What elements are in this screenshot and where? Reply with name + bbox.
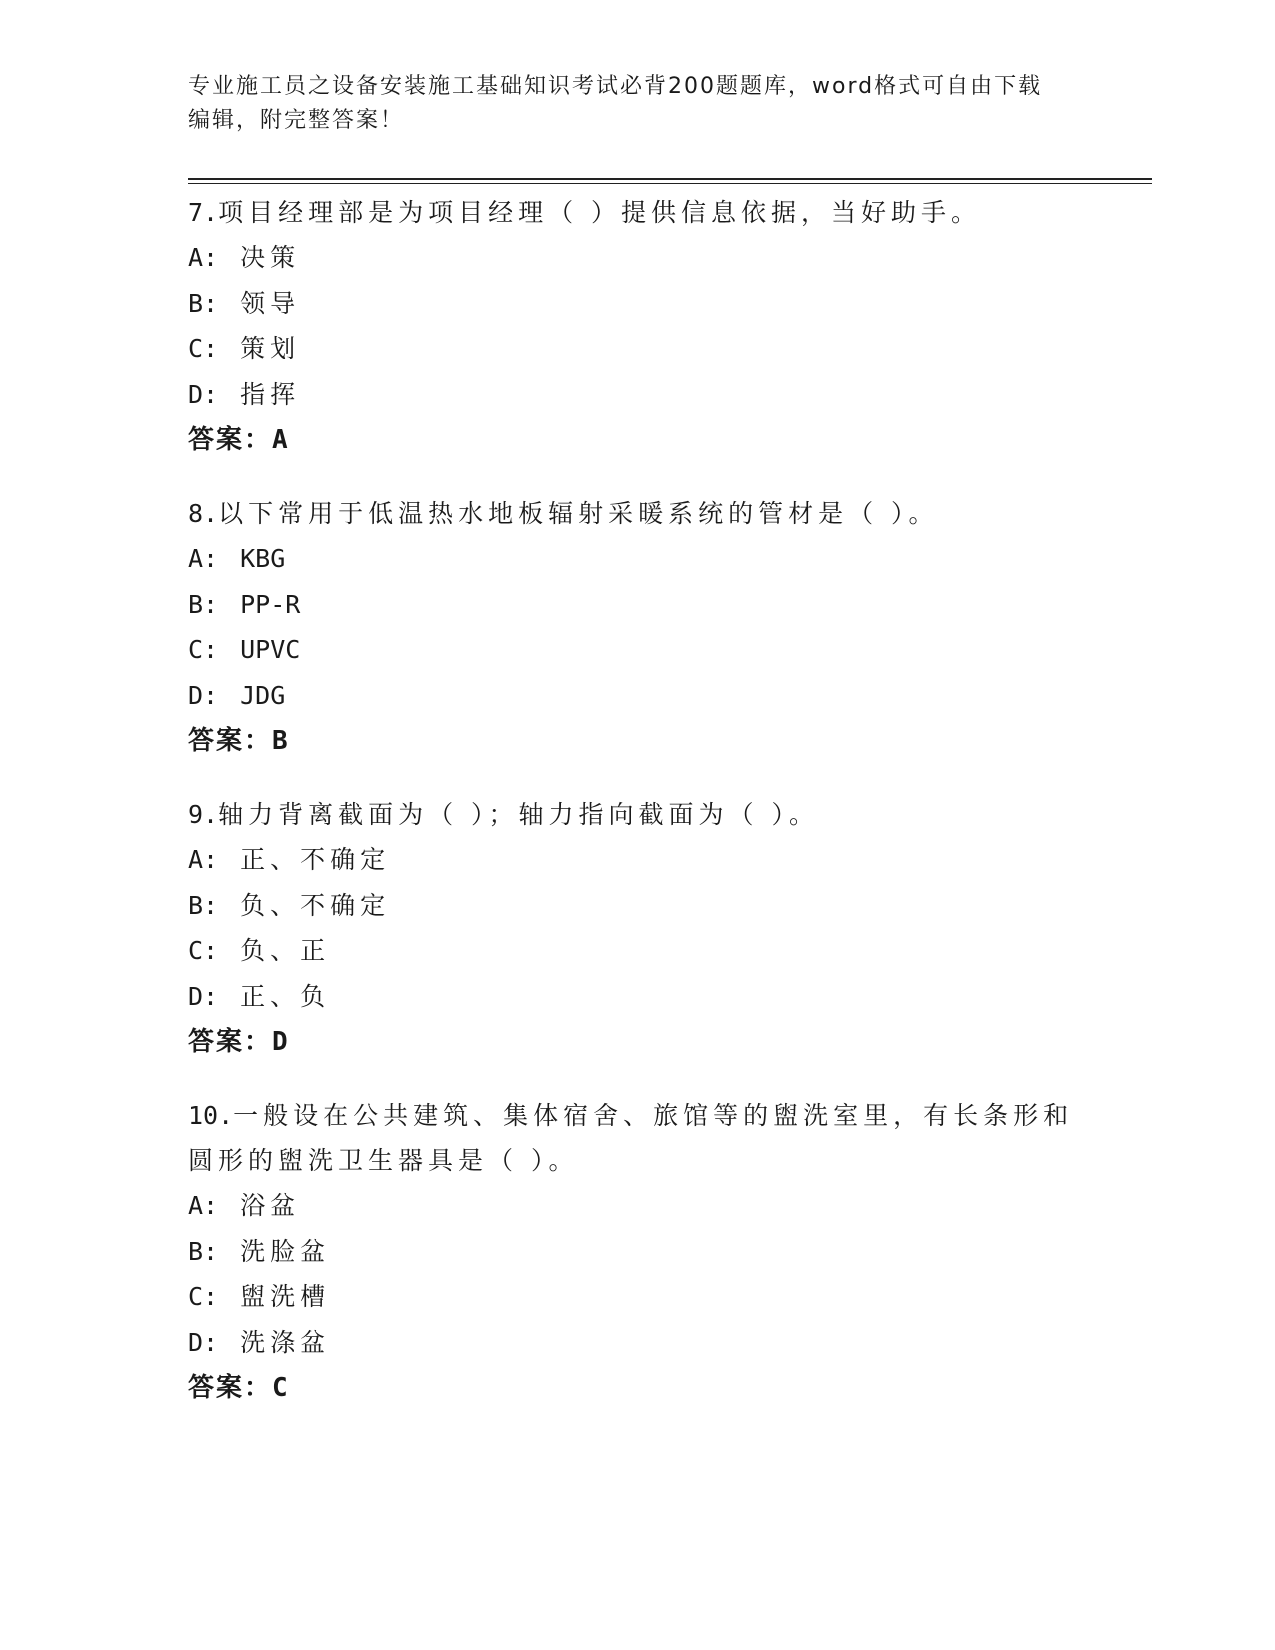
answer-label: 答案： <box>188 1027 273 1057</box>
answer-label: 答案： <box>188 425 273 455</box>
question-number: 8. <box>188 499 219 528</box>
document-header <box>188 70 1088 138</box>
option-text: 策划 <box>240 334 301 363</box>
header-title-line1: 专业施工员之设备安装施工基础知识考试必背200题题库，word格式可自由下载 <box>188 74 1043 99</box>
option-text: 正、不确定 <box>240 845 391 874</box>
option-text: PP-R <box>240 589 301 619</box>
option-text: 盥洗槽 <box>240 1282 331 1311</box>
option-d <box>188 372 1088 418</box>
option-c <box>188 627 1088 673</box>
question-body: 轴力背离截面为（ ）；轴力指向截面为（ ）。 <box>218 800 820 829</box>
option-key: D: <box>188 1327 219 1357</box>
option-a <box>188 837 1088 883</box>
header-divider-bottom <box>188 183 1152 184</box>
question-text <box>188 190 1088 235</box>
question-number: 10. <box>188 1101 234 1130</box>
answer-value: B <box>272 726 290 756</box>
answer-value: C <box>272 1373 290 1403</box>
option-a <box>188 235 1088 281</box>
option-d <box>188 1320 1088 1366</box>
option-a <box>188 1183 1088 1229</box>
option-text: 负、正 <box>240 936 331 965</box>
option-text: 浴盆 <box>240 1191 301 1220</box>
option-text: 指挥 <box>240 379 301 409</box>
question-number: 7. <box>188 198 219 227</box>
option-key: A: <box>188 845 219 874</box>
option-key: B: <box>188 1236 219 1266</box>
option-text: 负、不确定 <box>240 890 391 920</box>
answer-value: A <box>272 425 290 455</box>
option-text: 洗脸盆 <box>240 1236 331 1266</box>
option-c <box>188 326 1088 372</box>
option-key: D: <box>188 981 219 1011</box>
option-key: C: <box>188 936 219 965</box>
question-body: 项目经理部是为项目经理（ ）提供信息依据，当好助手。 <box>218 198 982 227</box>
option-key: A: <box>188 1191 219 1220</box>
option-text: JDG <box>240 680 286 710</box>
answer-label: 答案： <box>188 726 273 756</box>
option-key: B: <box>188 288 219 318</box>
option-a <box>188 536 1088 582</box>
question-body: 一般设在公共建筑、集体宿舍、旅馆等的盥洗室里，有长条形和圆形的盥洗卫生器具是（ ）。 <box>188 1101 1074 1175</box>
option-b <box>188 582 1088 628</box>
answer <box>188 718 1088 764</box>
question-8 <box>188 491 1088 764</box>
answer <box>188 1019 1088 1065</box>
question-text <box>188 1093 1088 1183</box>
option-key: B: <box>188 589 219 619</box>
option-b <box>188 1229 1088 1275</box>
option-key: A: <box>188 544 219 573</box>
option-key: A: <box>188 243 219 272</box>
question-list <box>188 190 1088 1439</box>
answer <box>188 417 1088 463</box>
answer-value: D <box>272 1027 290 1057</box>
question-10 <box>188 1093 1088 1411</box>
option-text: 正、负 <box>240 981 331 1011</box>
option-b <box>188 883 1088 929</box>
option-b <box>188 281 1088 327</box>
option-d <box>188 974 1088 1020</box>
option-c <box>188 928 1088 974</box>
question-9 <box>188 792 1088 1065</box>
question-body: 以下常用于低温热水地板辐射采暖系统的管材是（ ）。 <box>218 499 939 528</box>
option-text: 领导 <box>240 288 301 318</box>
option-key: B: <box>188 890 219 920</box>
option-key: C: <box>188 1282 219 1311</box>
option-text: 洗涤盆 <box>240 1327 331 1357</box>
option-text: UPVC <box>240 635 301 664</box>
answer <box>188 1365 1088 1411</box>
option-d <box>188 673 1088 719</box>
option-key: C: <box>188 635 219 664</box>
option-key: C: <box>188 334 219 363</box>
option-text: 决策 <box>240 243 301 272</box>
question-number: 9. <box>188 800 219 829</box>
header-title-line2: 编辑，附完整答案！ <box>188 108 405 133</box>
question-7 <box>188 190 1088 463</box>
question-text <box>188 792 1088 837</box>
question-text <box>188 491 1088 536</box>
option-key: D: <box>188 379 219 409</box>
option-text: KBG <box>240 544 286 573</box>
header-divider-top <box>188 178 1152 180</box>
option-c <box>188 1274 1088 1320</box>
option-key: D: <box>188 680 219 710</box>
answer-label: 答案： <box>188 1373 273 1403</box>
